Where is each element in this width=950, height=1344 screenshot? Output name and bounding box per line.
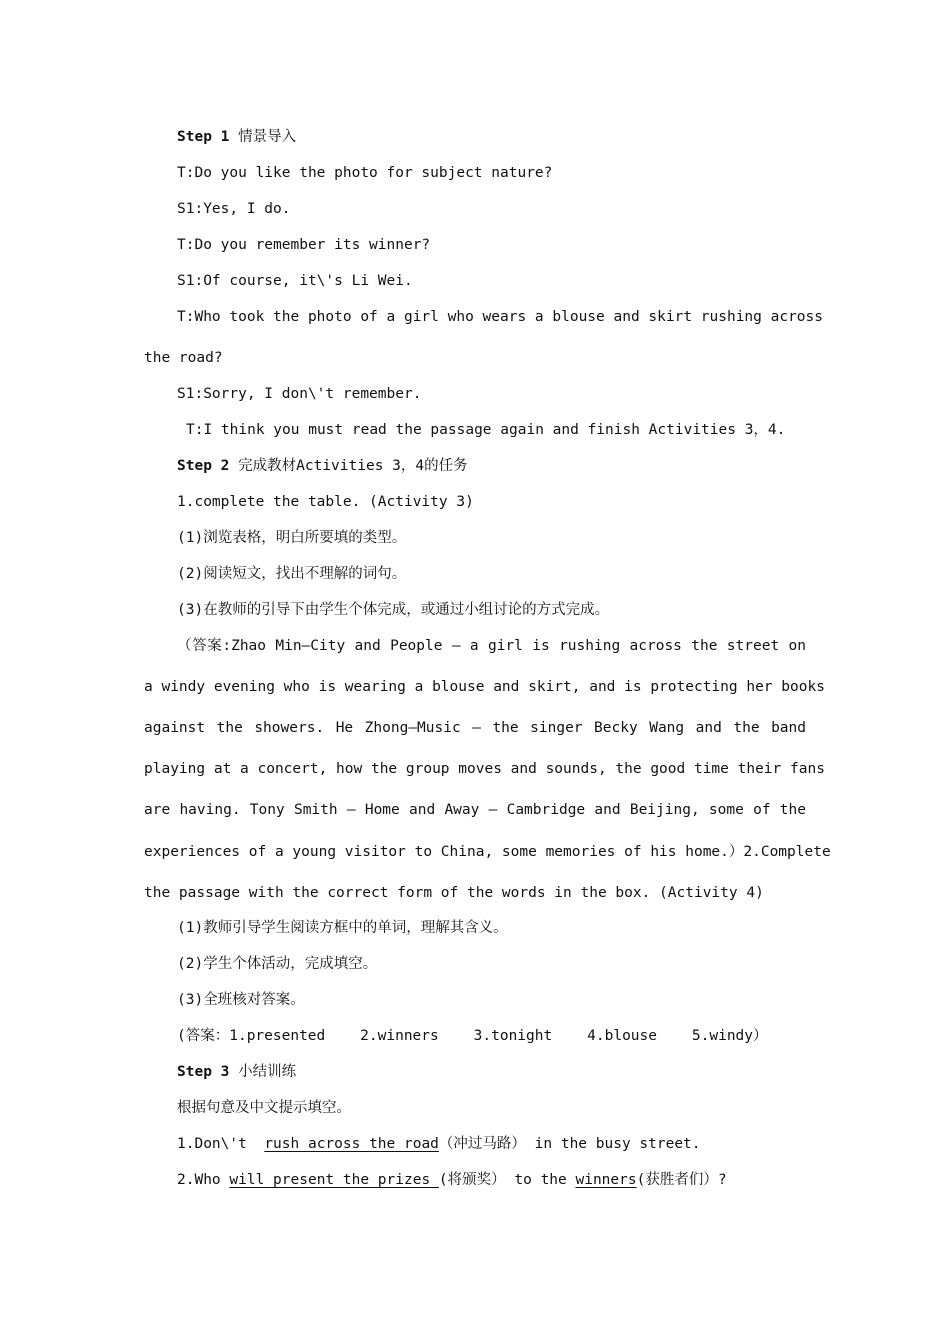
step2-label: Step 2 xyxy=(177,458,230,474)
answer-line: experiences of a young visitor to China, some memories of his home.）2.Complete xyxy=(144,844,831,860)
q1-hint: （冲过马路） xyxy=(438,1136,526,1152)
q2-mid: to the xyxy=(514,1172,576,1188)
dialogue-line: T:I think you must read the passage again and finish Activities 3，4. xyxy=(186,422,786,438)
answer-line: a windy evening who is wearing a blouse and skirt, and is protecting her books xyxy=(144,679,825,695)
answer-line: playing at a concert, how the group moves and sounds, the good time their fans xyxy=(144,761,825,777)
answer-line: the passage with the correct form of the words in the box. (Activity 4) xyxy=(144,885,764,901)
q2-hint2: (获胜者们）? xyxy=(636,1172,727,1188)
q2-answer2: winners xyxy=(575,1172,637,1188)
exercise-q1 xyxy=(177,1134,701,1154)
task1-step: (3)在教师的引导下由学生个体完成，或通过小组讨论的方式完成。 xyxy=(177,602,610,618)
step1-heading xyxy=(177,127,296,147)
q2-answer1: will present the prizes xyxy=(229,1172,439,1188)
dialogue-line: T:Who took the photo of a girl who wears a blouse and skirt rushing across xyxy=(177,309,824,325)
q2-prefix: 2.Who xyxy=(177,1172,230,1188)
dialogue-line: S1:Sorry, I don\'t remember. xyxy=(177,386,422,402)
exercise-q2 xyxy=(177,1170,727,1190)
step3-label: Step 3 xyxy=(177,1064,230,1080)
step3-instruction: 根据句意及中文提示填空。 xyxy=(177,1100,351,1116)
task2-step: (3)全班核对答案。 xyxy=(177,992,305,1008)
step3-heading xyxy=(177,1062,296,1082)
dialogue-line: S1:Yes, I do. xyxy=(177,201,291,217)
task2-step: (1)教师引导学生阅读方框中的单词，理解其含义。 xyxy=(177,920,508,936)
step2-heading xyxy=(177,456,468,476)
q1-prefix: 1.Don\'t xyxy=(177,1136,265,1152)
q2-hint1: (将颁奖） xyxy=(438,1172,506,1188)
answer2-line: (答案：1.presented 2.winners 3.tonight 4.blouse 5.windy） xyxy=(177,1028,768,1044)
task1-step: (2)阅读短文，找出不理解的词句。 xyxy=(177,566,407,582)
answer-line: （答案:Zhao Min—City and People — a girl is rushing across the street on xyxy=(177,638,806,654)
answer-line: are having. Tony Smith — Home and Away — Cambridge and Beijing, some of the xyxy=(144,802,806,818)
step1-title: 情景导入 xyxy=(238,129,297,145)
q1-answer: rush across the road xyxy=(264,1136,439,1152)
step3-title: 小结训练 xyxy=(238,1064,297,1080)
dialogue-line: T:Do you remember its winner? xyxy=(177,237,431,253)
step1-label: Step 1 xyxy=(177,129,230,145)
q1-suffix: in the busy street. xyxy=(525,1136,701,1152)
task2-step: (2)学生个体活动，完成填空。 xyxy=(177,956,378,972)
dialogue-line: T:Do you like the photo for subject nature? xyxy=(177,165,553,181)
answer-line: against the showers. He Zhong—Music — the singer Becky Wang and the band xyxy=(144,720,806,736)
task1-text: 1.complete the table. (Activity 3) xyxy=(177,494,474,510)
step2-title: 完成教材Activities 3，4的任务 xyxy=(238,458,468,474)
task1-step: (1)浏览表格，明白所要填的类型。 xyxy=(177,530,407,546)
dialogue-line: the road? xyxy=(144,350,223,366)
dialogue-line: S1:Of course, it\'s Li Wei. xyxy=(177,273,413,289)
